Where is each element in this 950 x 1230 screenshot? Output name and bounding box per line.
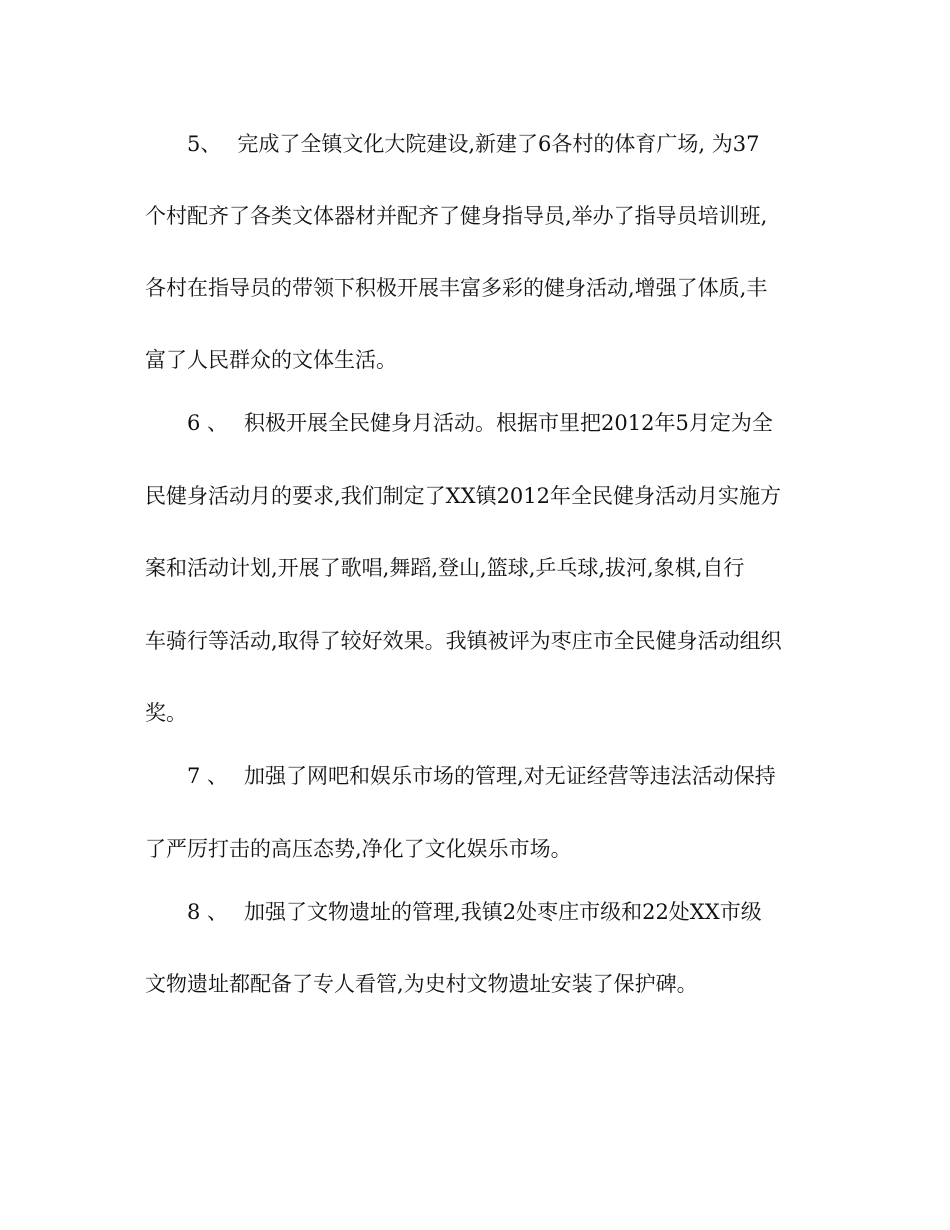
- item-8-text-1: 加强了文物遗址的管理,我镇2处枣庄市级和22处XX市级: [244, 900, 762, 924]
- item-6-line-3: 案和活动计划,开展了歌唱,舞蹈,登山,篮球,乒乓球,拔河,象棋,自行: [145, 556, 745, 580]
- item-6-text-1: 积极开展全民健身月活动。根据市里把2012年5月定为全: [244, 411, 773, 435]
- item-7-number: 7 、: [187, 764, 229, 788]
- item-8-number: 8 、: [187, 900, 229, 924]
- item-5-line-3: 各村在指导员的带领下积极开展丰富多彩的健身活动,增强了体质,丰: [145, 276, 768, 300]
- item-5-number: 5、: [187, 132, 222, 156]
- item-5-line-4: 富了人民群众的文体生活。: [145, 348, 397, 372]
- item-8-line-2: 文物遗址都配备了专人看管,为史村文物遗址安装了保护碑。: [145, 972, 698, 996]
- item-7-line-1: [187, 761, 776, 791]
- item-8-line-1: [187, 897, 762, 927]
- item-5-text-1: 完成了全镇文化大院建设,新建了6各村的体育广场, 为37: [237, 132, 760, 156]
- item-6-line-5: 奖。: [145, 701, 187, 725]
- item-7-text-1: 加强了网吧和娱乐市场的管理,对无证经营等违法活动保持: [244, 764, 776, 788]
- item-6-number: 6 、: [187, 411, 229, 435]
- item-6-line-2: 民健身活动月的要求,我们制定了XX镇2012年全民健身活动月实施方: [145, 484, 782, 508]
- item-7-line-2: 了严厉打击的高压态势,净化了文化娱乐市场。: [145, 837, 572, 861]
- item-5-line-1: [187, 129, 759, 159]
- item-6-line-4: 车骑行等活动,取得了较好效果。我镇被评为枣庄市全民健身活动组织: [145, 629, 782, 653]
- item-5-line-2: 个村配齐了各类文体器材并配齐了健身指导员,举办了指导员培训班,: [145, 204, 768, 228]
- item-6-line-1: [187, 408, 773, 438]
